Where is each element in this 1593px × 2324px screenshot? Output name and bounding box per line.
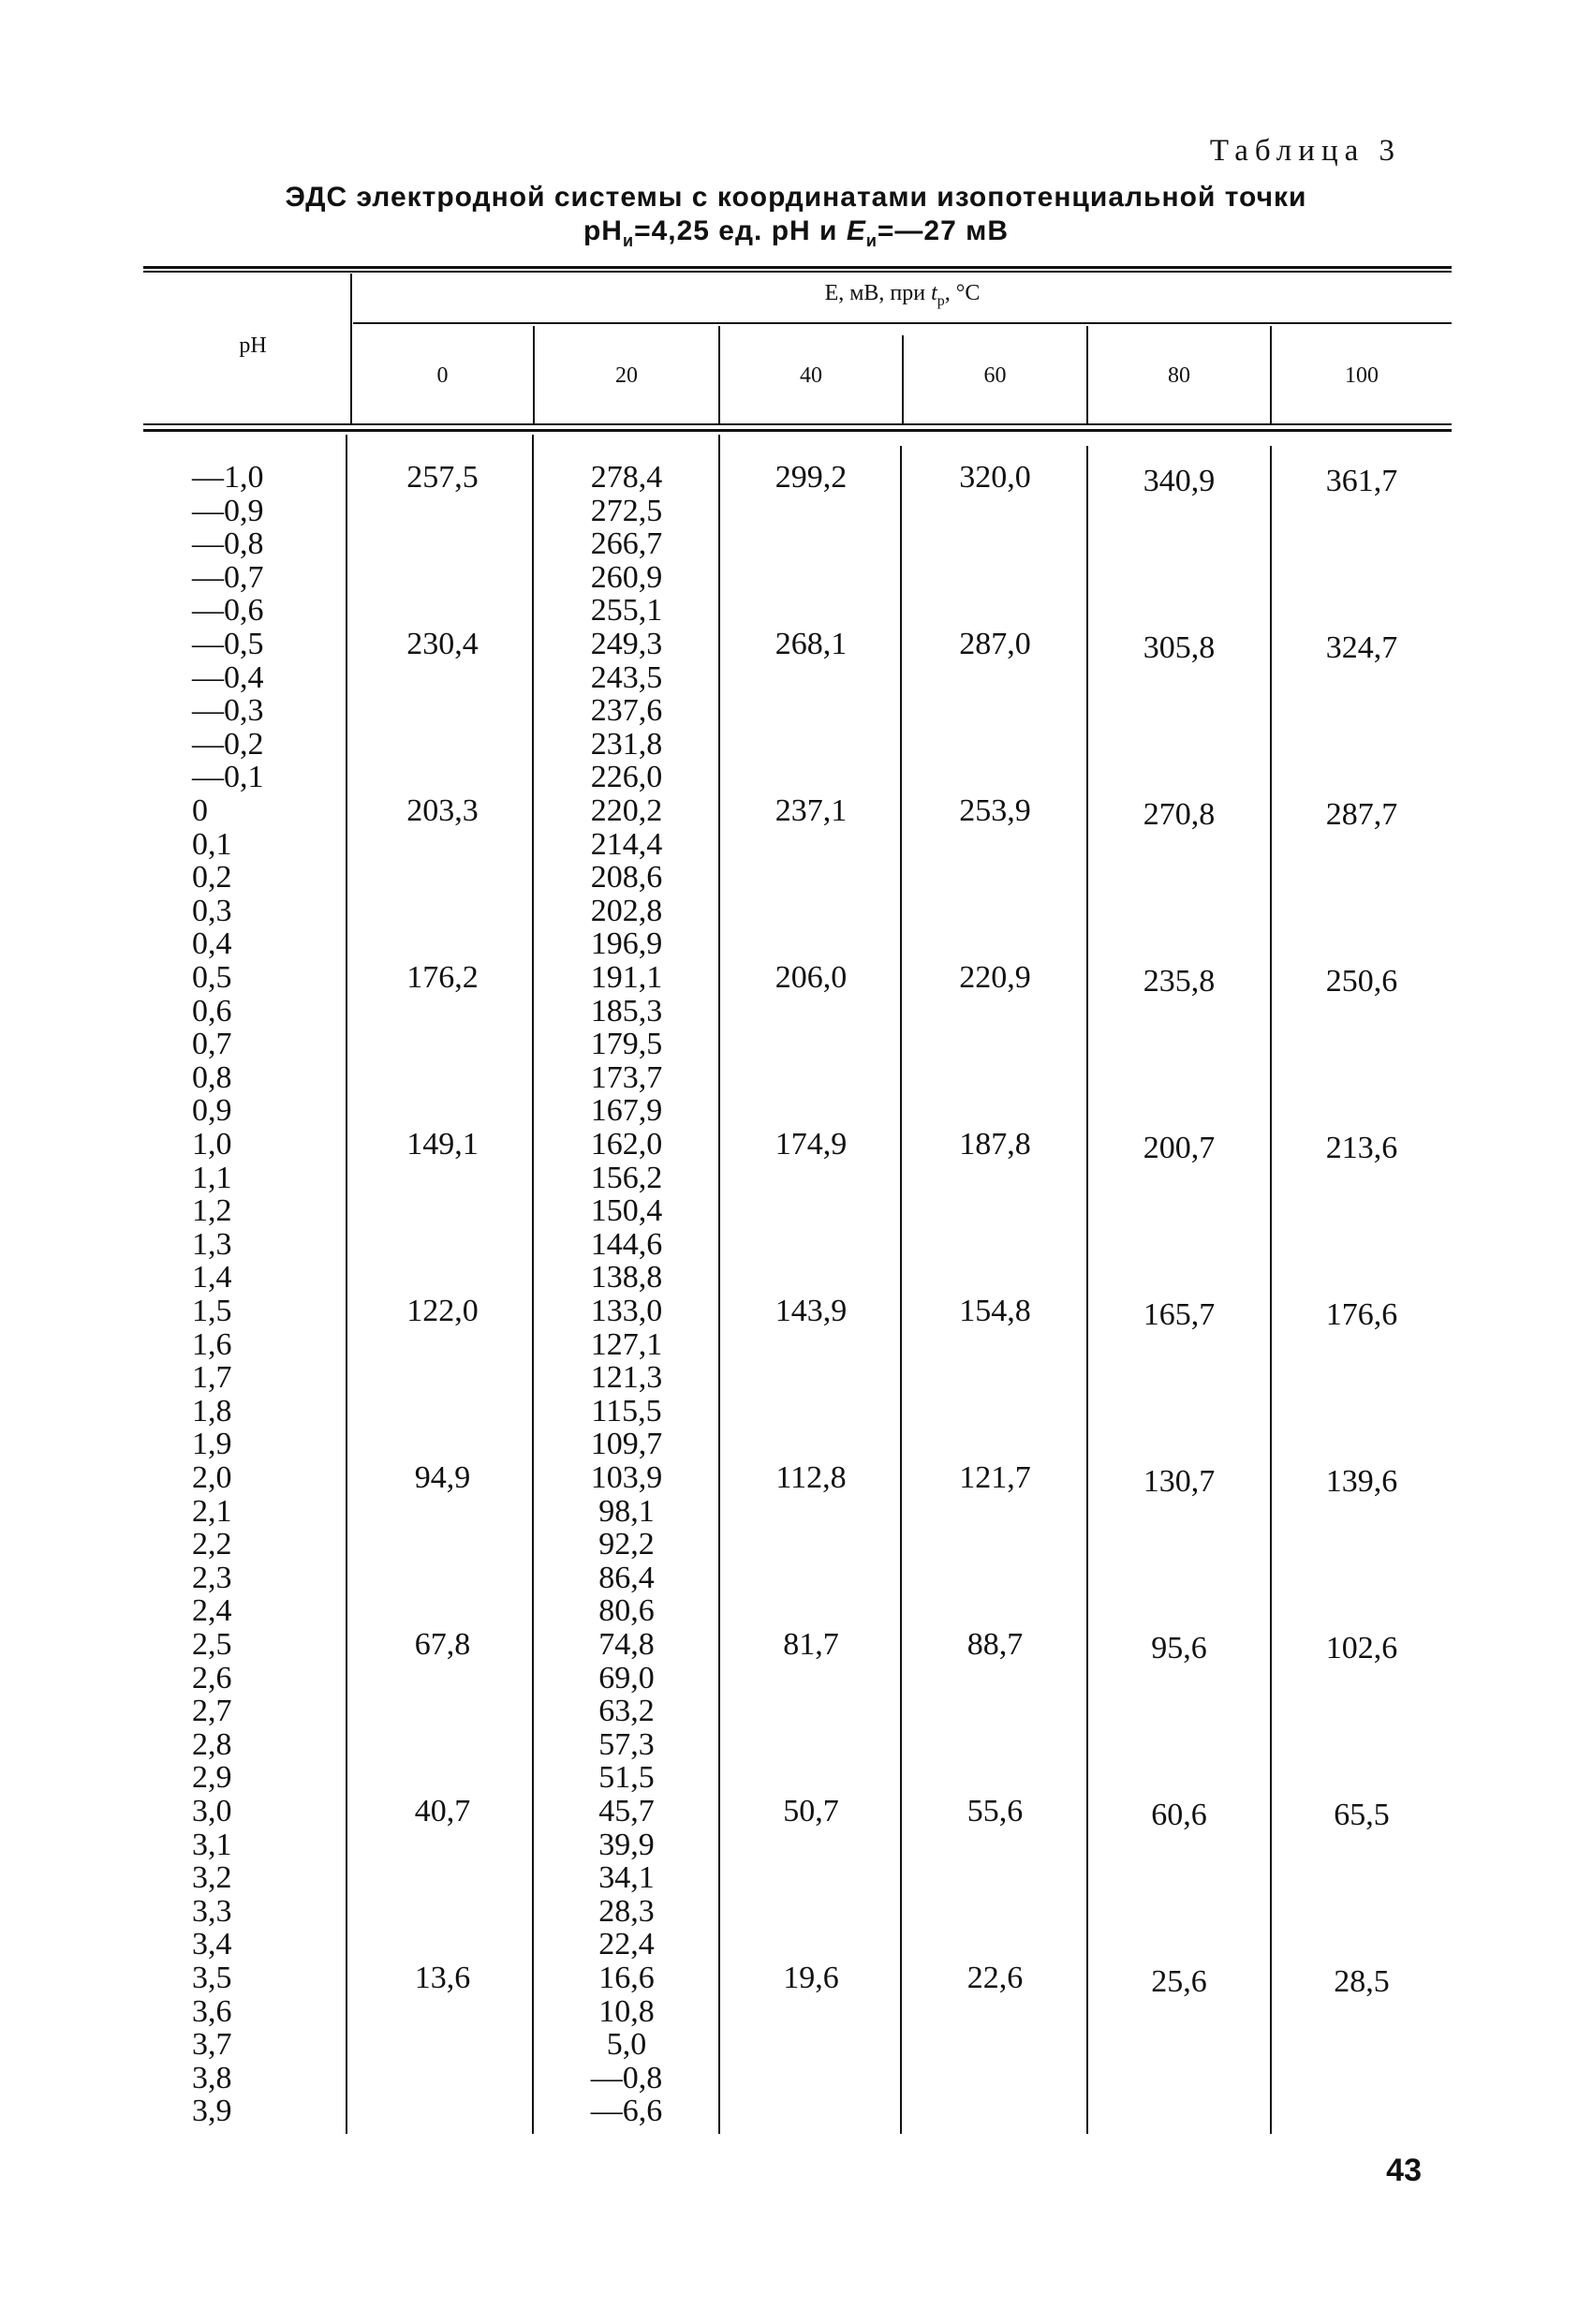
title-ph-symbol: pH	[583, 215, 623, 246]
ph-value-cell: 3,4	[192, 1927, 232, 1962]
value-cell-t20: 214,4	[590, 826, 663, 862]
value-cell-t20: 10,8	[598, 1993, 655, 2029]
value-cell-t20: 243,5	[590, 659, 663, 695]
value-cell-t60: 320,0	[959, 460, 1031, 495]
ph-value-cell: 1,2	[192, 1193, 232, 1229]
value-cell-t20: 74,8	[598, 1627, 655, 1662]
ph-value-cell: 1,0	[192, 1127, 232, 1162]
value-cell-t60: 88,7	[966, 1627, 1024, 1662]
group-header-unit: , °С	[944, 281, 981, 305]
value-cell-t60: 55,6	[966, 1794, 1024, 1828]
group-header-sub: p	[937, 292, 945, 309]
value-cell-t80: 165,7	[1143, 1297, 1216, 1332]
value-cell-t100: 65,5	[1334, 1798, 1390, 1832]
ph-value-cell: 0,5	[192, 960, 232, 995]
value-cell-t20: 266,7	[590, 526, 663, 562]
value-cell-t40: 206,0	[774, 960, 848, 995]
value-cell-t60: 253,9	[959, 793, 1031, 828]
ph-value-cell: 1,9	[192, 1427, 232, 1462]
value-cell-t20: 202,8	[590, 893, 663, 928]
value-cell-t20: 109,7	[590, 1427, 663, 1462]
ph-value-cell: 3,7	[192, 2027, 232, 2063]
value-cell-t20: 272,5	[590, 493, 663, 528]
ph-value-cell: 2,8	[192, 1726, 232, 1762]
ph-value-cell: 3,9	[192, 2094, 232, 2129]
ph-value-cell: 0	[192, 793, 208, 828]
value-cell-t100: 250,6	[1325, 964, 1398, 999]
ph-value-cell: 2,4	[192, 1593, 232, 1629]
column-header-0: 0	[436, 363, 449, 388]
ph-value-cell: —0,2	[192, 726, 264, 762]
ph-value-cell: 3,5	[192, 1961, 232, 1995]
value-cell-t20: 57,3	[598, 1726, 655, 1762]
body-divider-60	[1086, 446, 1088, 2134]
body-divider-0	[532, 435, 534, 2134]
value-cell-t20: 162,0	[590, 1127, 663, 1162]
value-cell-t40: 143,9	[774, 1294, 848, 1328]
value-cell-t100: 176,6	[1325, 1297, 1398, 1332]
value-cell-t20: 86,4	[598, 1560, 655, 1595]
value-cell-t20: —0,8	[590, 2060, 663, 2095]
header-divider-ph	[350, 274, 352, 423]
group-header-t: t	[931, 281, 937, 305]
ph-value-cell: 2,2	[192, 1527, 232, 1562]
value-cell-t20: 249,3	[590, 627, 663, 661]
ph-value-cell: —0,1	[192, 760, 264, 795]
value-cell-t0: 67,8	[414, 1627, 471, 1662]
column-header-20: 20	[615, 363, 638, 388]
ph-value-cell: 0,8	[192, 1059, 232, 1095]
table-top-rule	[143, 266, 1452, 269]
ph-value-cell: 3,0	[192, 1794, 232, 1828]
value-cell-t20: 34,1	[598, 1860, 655, 1896]
value-cell-t60: 154,8	[959, 1294, 1031, 1328]
value-cell-t80: 130,7	[1143, 1464, 1216, 1499]
value-cell-t100: 361,7	[1325, 464, 1398, 498]
column-header-80: 80	[1168, 363, 1190, 388]
value-cell-t60: 287,0	[959, 627, 1031, 661]
ph-value-cell: —0,9	[192, 493, 264, 528]
ph-value-cell: 1,3	[192, 1226, 232, 1262]
value-cell-t20: 237,6	[590, 693, 663, 729]
table-top-rule-second	[143, 271, 1452, 273]
ph-value-cell: 2,0	[192, 1460, 232, 1495]
group-header-emf	[353, 281, 1452, 310]
header-bottom-rule	[143, 423, 1452, 425]
value-cell-t40: 237,1	[774, 793, 848, 828]
value-cell-t100: 213,6	[1325, 1131, 1398, 1165]
value-cell-t20: 226,0	[590, 760, 663, 795]
value-cell-t20: 51,5	[598, 1760, 655, 1796]
ph-value-cell: 1,6	[192, 1326, 232, 1362]
value-cell-t20: 173,7	[590, 1059, 663, 1095]
ph-value-cell: 2,5	[192, 1627, 232, 1662]
ph-value-cell: 0,7	[192, 1027, 232, 1062]
value-cell-t20: 115,5	[591, 1393, 662, 1428]
value-cell-t20: 191,1	[590, 960, 663, 995]
value-cell-t0: 149,1	[406, 1127, 479, 1162]
body-divider-ph	[346, 435, 347, 2134]
value-cell-t20: 80,6	[598, 1593, 655, 1629]
value-cell-t20: 150,4	[590, 1193, 663, 1229]
value-cell-t80: 270,8	[1143, 797, 1216, 832]
table-label: Таблица 3	[1209, 134, 1401, 168]
row-header-ph: pH	[239, 333, 267, 358]
ph-value-cell: 0,6	[192, 993, 232, 1029]
ph-value-cell: 2,9	[192, 1760, 232, 1796]
value-cell-t20: 231,8	[590, 726, 663, 762]
value-cell-t80: 235,8	[1143, 964, 1216, 999]
ph-value-cell: —0,8	[192, 526, 264, 562]
ph-value-cell: —0,5	[192, 627, 264, 661]
value-cell-t20: 167,9	[590, 1093, 663, 1129]
value-cell-t20: 16,6	[598, 1961, 655, 1995]
value-cell-t60: 121,7	[959, 1460, 1031, 1495]
body-divider-80	[1270, 446, 1272, 2134]
title-ph-subscript: и	[622, 231, 635, 250]
value-cell-t20: 133,0	[590, 1294, 663, 1328]
title-e-subscript: и	[865, 231, 878, 250]
value-cell-t60: 187,8	[959, 1127, 1031, 1162]
value-cell-t40: 112,8	[775, 1460, 847, 1495]
ph-value-cell: 0,3	[192, 893, 232, 928]
value-cell-t100: 324,7	[1325, 630, 1398, 665]
value-cell-t20: 156,2	[590, 1160, 663, 1195]
ph-value-cell: 1,7	[192, 1360, 232, 1396]
value-cell-t100: 139,6	[1325, 1464, 1398, 1499]
value-cell-t80: 305,8	[1143, 630, 1216, 665]
value-cell-t0: 230,4	[406, 627, 479, 661]
value-cell-t40: 50,7	[783, 1794, 839, 1828]
ph-value-cell: 0,4	[192, 926, 232, 962]
value-cell-t20: 185,3	[590, 993, 663, 1029]
value-cell-t40: 19,6	[783, 1961, 839, 1995]
ph-value-cell: —0,6	[192, 593, 264, 629]
value-cell-t20: 103,9	[590, 1460, 663, 1495]
value-cell-t80: 200,7	[1143, 1131, 1216, 1165]
value-cell-t20: 179,5	[590, 1027, 663, 1062]
value-cell-t20: 208,6	[590, 860, 663, 896]
value-cell-t20: 260,9	[590, 559, 663, 595]
value-cell-t20: 255,1	[590, 593, 663, 629]
value-cell-t20: 196,9	[590, 926, 663, 962]
value-cell-t20: 127,1	[590, 1326, 663, 1362]
title-e-symbol: E	[846, 215, 866, 246]
value-cell-t0: 203,3	[406, 793, 479, 828]
value-cell-t40: 174,9	[774, 1127, 848, 1162]
page-number: 43	[1386, 2153, 1422, 2188]
ph-value-cell: 3,1	[192, 1827, 232, 1862]
header-bottom-rule-second	[143, 429, 1452, 432]
value-cell-t20: 5,0	[606, 2027, 647, 2063]
title-e-value: =—27 мВ	[877, 215, 1009, 246]
value-cell-t20: 22,4	[598, 1927, 655, 1962]
ph-value-cell: 3,6	[192, 1993, 232, 2029]
value-cell-t100: 287,7	[1325, 797, 1398, 832]
ph-value-cell: 3,8	[192, 2060, 232, 2095]
ph-value-cell: —0,7	[192, 559, 264, 595]
ph-value-cell: 2,1	[192, 1493, 232, 1529]
ph-value-cell: 1,1	[192, 1160, 232, 1195]
ph-value-cell: 3,2	[192, 1860, 232, 1896]
table-title-line-1: ЭДС электродной системы с координатами изопотенциальной точки	[285, 182, 1307, 213]
value-cell-t0: 13,6	[414, 1961, 471, 1995]
ph-value-cell: 2,6	[192, 1660, 232, 1695]
value-cell-t20: 63,2	[598, 1694, 655, 1729]
ph-value-cell: 0,1	[192, 826, 232, 862]
ph-value-cell: —0,4	[192, 659, 264, 695]
value-cell-t0: 40,7	[414, 1794, 471, 1828]
group-header-text: E, мВ, при	[824, 281, 932, 305]
ph-value-cell: —1,0	[192, 460, 264, 495]
column-header-100: 100	[1345, 363, 1379, 388]
value-cell-t100: 28,5	[1334, 1964, 1390, 1999]
ph-value-cell: 1,4	[192, 1260, 232, 1295]
column-header-60: 60	[983, 363, 1007, 388]
value-cell-t0: 176,2	[406, 960, 479, 995]
value-cell-t0: 257,5	[406, 460, 479, 495]
value-cell-t80: 340,9	[1143, 464, 1216, 498]
group-header-rule	[353, 322, 1452, 324]
value-cell-t0: 122,0	[406, 1294, 479, 1328]
value-cell-t40: 299,2	[774, 460, 848, 495]
value-cell-t40: 268,1	[774, 627, 848, 661]
ph-value-cell: 2,3	[192, 1560, 232, 1595]
body-divider-40	[900, 446, 902, 2134]
column-header-40: 40	[800, 363, 822, 388]
body-divider-20	[718, 435, 720, 2134]
value-cell-t60: 220,9	[959, 960, 1031, 995]
ph-value-cell: 2,7	[192, 1694, 232, 1729]
value-cell-t100: 102,6	[1325, 1631, 1398, 1665]
value-cell-t80: 60,6	[1151, 1798, 1207, 1832]
ph-value-cell: 3,3	[192, 1893, 232, 1929]
value-cell-t20: —6,6	[590, 2094, 663, 2129]
title-ph-value: =4,25 ед. pH и	[634, 215, 847, 246]
value-cell-t20: 39,9	[598, 1827, 655, 1862]
value-cell-t40: 81,7	[783, 1627, 839, 1662]
value-cell-t20: 278,4	[590, 460, 663, 495]
value-cell-t20: 220,2	[590, 793, 663, 828]
value-cell-t0: 94,9	[414, 1460, 471, 1495]
value-cell-t20: 121,3	[590, 1360, 663, 1396]
ph-value-cell: 1,8	[192, 1393, 232, 1428]
ph-value-cell: —0,3	[192, 693, 264, 729]
value-cell-t20: 138,8	[590, 1260, 663, 1295]
value-cell-t80: 95,6	[1151, 1631, 1207, 1665]
value-cell-t20: 28,3	[598, 1893, 655, 1929]
value-cell-t20: 144,6	[590, 1226, 663, 1262]
value-cell-t20: 69,0	[598, 1660, 655, 1695]
ph-value-cell: 0,2	[192, 860, 232, 896]
value-cell-t20: 98,1	[598, 1493, 655, 1529]
ph-value-cell: 0,9	[192, 1093, 232, 1129]
value-cell-t20: 92,2	[598, 1527, 655, 1562]
ph-value-cell: 1,5	[192, 1294, 232, 1328]
value-cell-t60: 22,6	[966, 1961, 1024, 1995]
value-cell-t80: 25,6	[1151, 1964, 1207, 1999]
value-cell-t20: 45,7	[598, 1794, 655, 1828]
